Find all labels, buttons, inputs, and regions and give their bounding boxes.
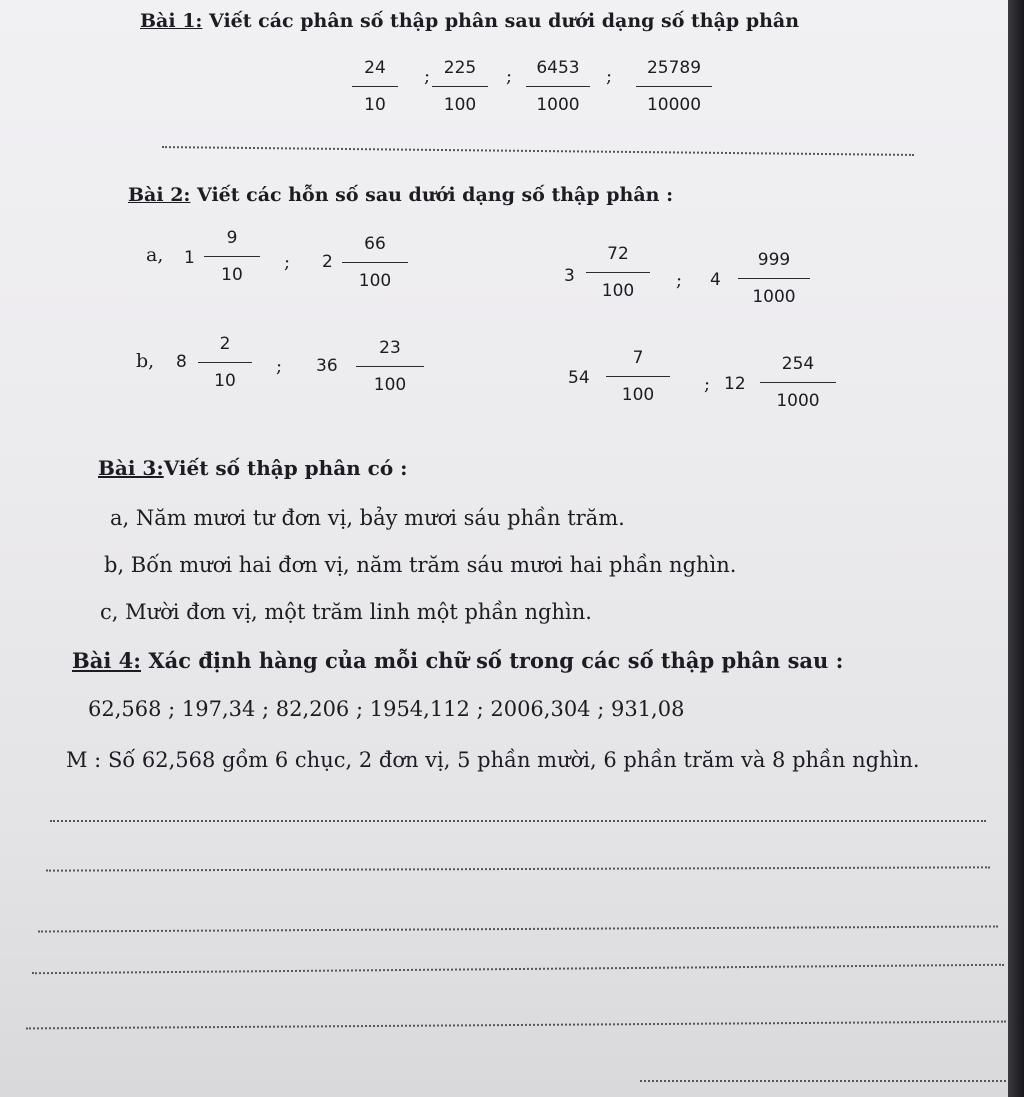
bai3-text: Viết số thập phân có : bbox=[163, 456, 408, 480]
mixed-fraction: 2 10 bbox=[198, 334, 252, 391]
mixed-fraction: 66 100 bbox=[342, 234, 408, 291]
bai3-item-a: a, Năm mươi tư đơn vị, bảy mươi sáu phần trăm. bbox=[110, 506, 625, 530]
page-edge bbox=[1008, 0, 1024, 1097]
answer-line bbox=[50, 820, 986, 822]
mixed-whole: 4 bbox=[710, 270, 721, 290]
mixed-whole: 3 bbox=[564, 266, 575, 286]
bai1-fraction: 24 10 bbox=[352, 58, 398, 115]
separator: ; bbox=[506, 66, 513, 87]
bai4-label: Bài 4: bbox=[72, 648, 142, 673]
separator: ; bbox=[276, 356, 283, 377]
answer-line bbox=[26, 1021, 1006, 1030]
answer-line bbox=[32, 964, 1004, 974]
bai4-text: Xác định hàng của mỗi chữ số trong các số thập phân sau : bbox=[141, 648, 844, 673]
bai2-heading bbox=[128, 184, 673, 206]
bai3-item-c: c, Mười đơn vị, một trăm linh một phần nghìn. bbox=[100, 600, 592, 624]
separator: ; bbox=[606, 66, 613, 87]
mixed-whole: 8 bbox=[176, 352, 187, 372]
bai1-fraction: 25789 10000 bbox=[636, 58, 712, 115]
row-b-label: b, bbox=[136, 350, 155, 372]
bai3-heading bbox=[98, 456, 408, 480]
bai2-label: Bài 2: bbox=[128, 184, 191, 206]
bai1-label: Bài 1: bbox=[140, 10, 203, 32]
bai4-numbers: 62,568 ; 197,34 ; 82,206 ; 1954,112 ; 2006,304 ; 931,08 bbox=[88, 697, 685, 721]
bai2-text: Viết các hỗn số sau dưới dạng số thập phân : bbox=[190, 184, 674, 206]
mixed-whole: 36 bbox=[316, 356, 338, 376]
example-text: Số 62,568 gồm 6 chục, 2 đơn vị, 5 phần mười, 6 phần trăm và 8 phần nghìn. bbox=[101, 748, 920, 772]
bai3-label: Bài 3: bbox=[98, 456, 164, 480]
mixed-fraction: 999 1000 bbox=[738, 250, 810, 307]
row-a-label: a, bbox=[146, 244, 164, 266]
mixed-fraction: 72 100 bbox=[586, 244, 650, 301]
mixed-fraction: 254 1000 bbox=[760, 354, 836, 411]
answer-line bbox=[162, 146, 914, 156]
bai4-heading bbox=[72, 648, 843, 673]
mixed-whole: 54 bbox=[568, 368, 590, 388]
mixed-fraction: 9 10 bbox=[204, 228, 260, 285]
bai1-fraction: 6453 1000 bbox=[526, 58, 590, 115]
separator: ; bbox=[676, 270, 683, 291]
answer-line bbox=[640, 1080, 1006, 1082]
mixed-whole: 1 bbox=[184, 248, 195, 268]
bai1-text: Viết các phân số thập phân sau dưới dạng số thập phân bbox=[202, 10, 800, 32]
mixed-fraction: 23 100 bbox=[356, 338, 424, 395]
mixed-whole: 2 bbox=[322, 252, 333, 272]
mixed-fraction: 7 100 bbox=[606, 348, 670, 405]
mixed-whole: 12 bbox=[724, 374, 746, 394]
answer-line bbox=[38, 925, 998, 932]
bai1-heading bbox=[140, 10, 799, 32]
separator: ; bbox=[704, 374, 711, 395]
answer-line bbox=[46, 866, 990, 871]
bai1-fraction: 225 100 bbox=[432, 58, 488, 115]
bai4-example bbox=[66, 748, 920, 772]
example-label: M : bbox=[66, 748, 102, 772]
bai3-item-b: b, Bốn mươi hai đơn vị, năm trăm sáu mươi hai phần nghìn. bbox=[104, 553, 737, 577]
separator: ; bbox=[284, 252, 291, 273]
separator: ; bbox=[424, 66, 431, 87]
